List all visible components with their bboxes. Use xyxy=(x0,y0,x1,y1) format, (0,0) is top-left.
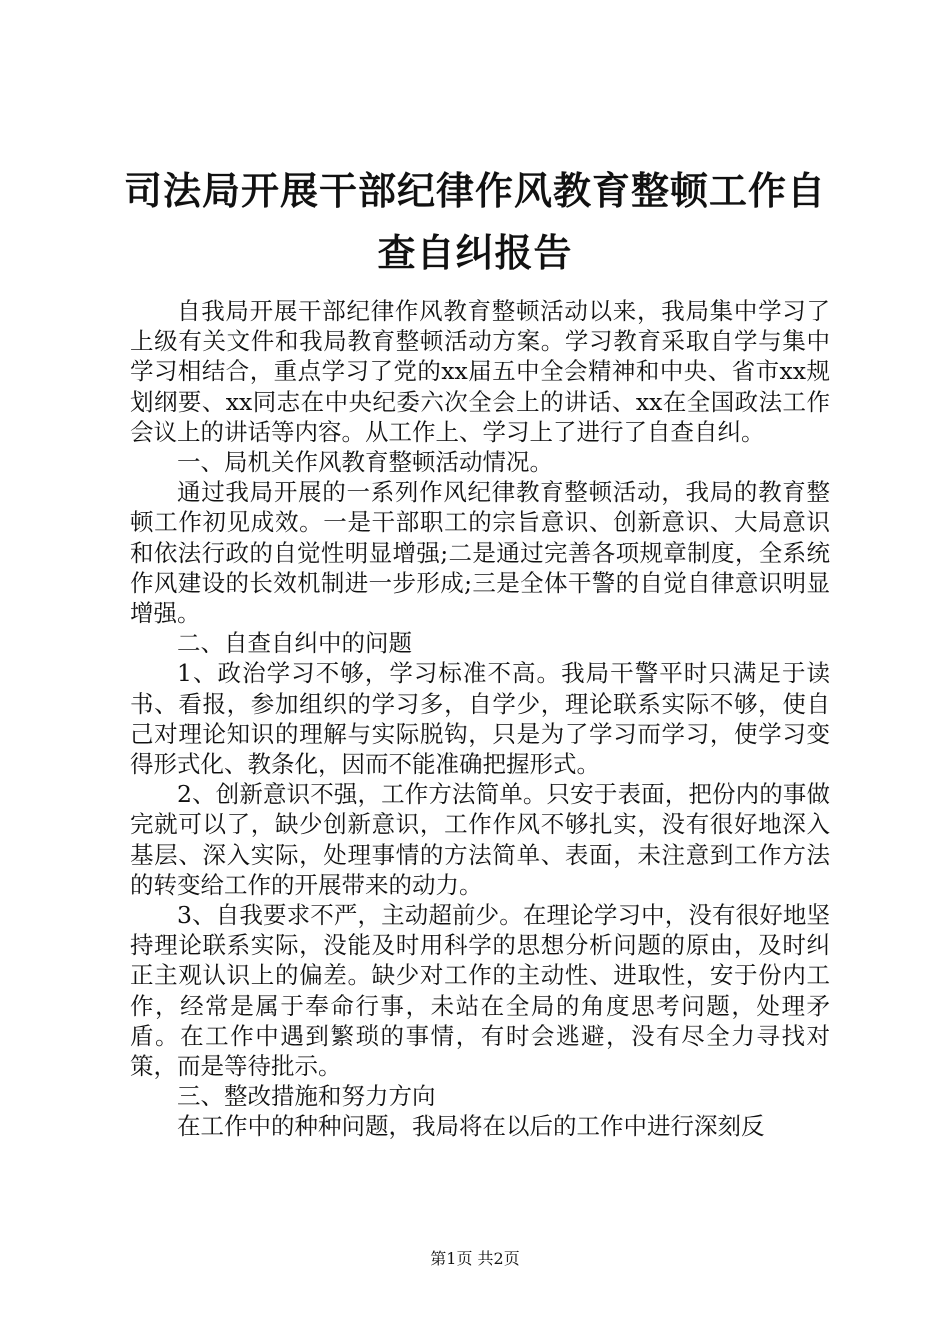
paragraph-problem-1: 1、政治学习不够，学习标准不高。我局干警平时只满足于读书、看报，参加组织的学习多，自学少，理论联系实际不够，使自己对理论知识的理解与实际脱钩，只是为了学习而学习，使学习变得形式化、教条化，因而不能准确把握形式。 xyxy=(130,659,830,779)
paragraph-intro: 自我局开展干部纪律作风教育整顿活动以来，我局集中学习了上级有关文件和我局教育整顿活动方案。学习教育采取自学与集中学习相结合，重点学习了党的xx届五中全会精神和中央、省市xx规划纲要、xx同志在中央纪委六次全会上的讲话、xx在全国政法工作会议上的讲话等内容。从工作上、学习上了进行了自查自纠。 xyxy=(130,297,830,446)
document-body xyxy=(130,296,830,1142)
paragraph-problem-2: 2、创新意识不强，工作方法简单。只安于表面，把份内的事做完就可以了，缺少创新意识，工作作风不够扎实，没有很好地深入基层、深入实际，处理事情的方法简单、表面，未注意到工作方法的转变给工作的开展带来的动力。 xyxy=(130,780,830,899)
paragraph-problem-3: 3、自我要求不严，主动超前少。在理论学习中，没有很好地坚持理论联系实际，没能及时用科学的思想分析问题的原由，及时纠正主观认识上的偏差。缺少对工作的主动性、进取性，安于份内工作，经常是属于奉命行事，未站在全局的角度思考问题，处理矛盾。在工作中遇到繁琐的事情，有时会逃避，没有尽全力寻找对策，而是等待批示。 xyxy=(130,901,830,1081)
section-heading-1: 一、局机关作风教育整顿活动情况。 xyxy=(177,448,553,477)
paragraph-situation: 通过我局开展的一系列作风纪律教育整顿活动，我局的教育整顿工作初见成效。一是干部职工的宗旨意识、创新意识、大局意识和依法行政的自觉性明显增强;二是通过完善各项规章制度，全系统作风建设的长效机制进一步形成;三是全体干警的自觉自律意识明显增强。 xyxy=(130,478,830,628)
paragraph-measures: 在工作中的种种问题，我局将在以后的工作中进行深刻反 xyxy=(177,1112,765,1141)
section-heading-3: 三、整改措施和努力方向 xyxy=(177,1082,436,1111)
section-heading-2: 二、自查自纠中的问题 xyxy=(177,629,412,658)
document-title: 司法局开展干部纪律作风教育整顿工作自查自纠报告 xyxy=(123,169,826,275)
page-number-footer: 第1页 共2页 xyxy=(430,1249,520,1268)
